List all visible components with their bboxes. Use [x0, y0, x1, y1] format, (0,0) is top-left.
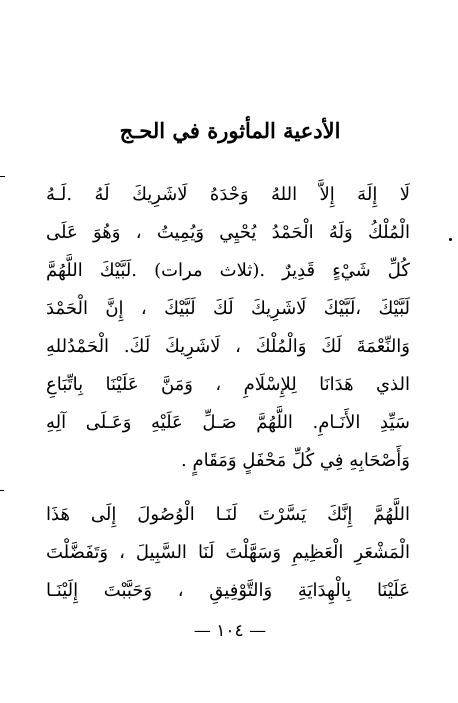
- margin-dot: [449, 238, 452, 241]
- page-number: — ١٠٤ —: [193, 621, 267, 641]
- text-line: كُلِّ شَيْءٍ قَدِيرٌ .(ثلاث مرات) .لَبَّيْكَ اللَّهُمَّ: [46, 260, 410, 281]
- text-line: عَلَيْنَا بِالْهِدَايَةِ وَالتَّوْفِيقِ ، وَحَبَّبْتَ إِلَيْنَـا: [46, 580, 410, 601]
- text-line: الْمُلْكُ وَلَهُ الْحَمْدُ يُحْيِي وَيُمِيتُ ، وَهُوَ عَلَى: [46, 222, 410, 243]
- text-line: سَيِّدِ الأَنَـامِ. اللَّهُمَّ صَـلِّ عَلَيْهِ وَعَـلَى آلِهِ: [46, 412, 410, 433]
- text-line: لَبَّيْكَ ،لَبَّيْكَ لَاشَرِيكَ لَكَ لَبَّيْكَ ، إِنَّ الْحَمْدَ: [46, 298, 410, 319]
- margin-mark: [0, 490, 4, 491]
- text-line: اللَّهُمَّ إِنَّكَ يَسَّرْتَ لَنَـا الْوُصُولَ إِلَى هَذَا: [46, 504, 410, 525]
- page-title: الأدعية المأثورة في الحـج: [119, 118, 341, 143]
- text-line: الْمَشْعَرِ الْعَظِيمِ وَسَهَّلْتَ لَنَا السَّبِيلَ ، وَتَفَضَّلْتَ: [46, 542, 410, 563]
- supplication-paragraph-1: [46, 176, 410, 480]
- text-line: وَالنِّعْمَةَ لَكَ وَالْمُلْكَ ، لَاشَرِيكَ لَكَ. الْحَمْدُللهِ: [46, 336, 410, 357]
- text-line: الذي هَدَانَا لِلإِسْلَامِ ، وَمَنَّ عَلَيْنَا بِاتِّبَاعِ: [46, 374, 410, 395]
- text-line: لَا إِلَهَ إِلاَّ اللهُ وَحْدَهُ لَاشَرِيكَ لَهُ .لَـهُ: [46, 184, 410, 205]
- margin-mark: [0, 176, 5, 177]
- supplication-paragraph-2: [46, 496, 410, 610]
- text-line: وَأَصْحَابِهِ فِي كُلِّ مَحْفَلٍ وَمَقَامٍ .: [181, 450, 410, 471]
